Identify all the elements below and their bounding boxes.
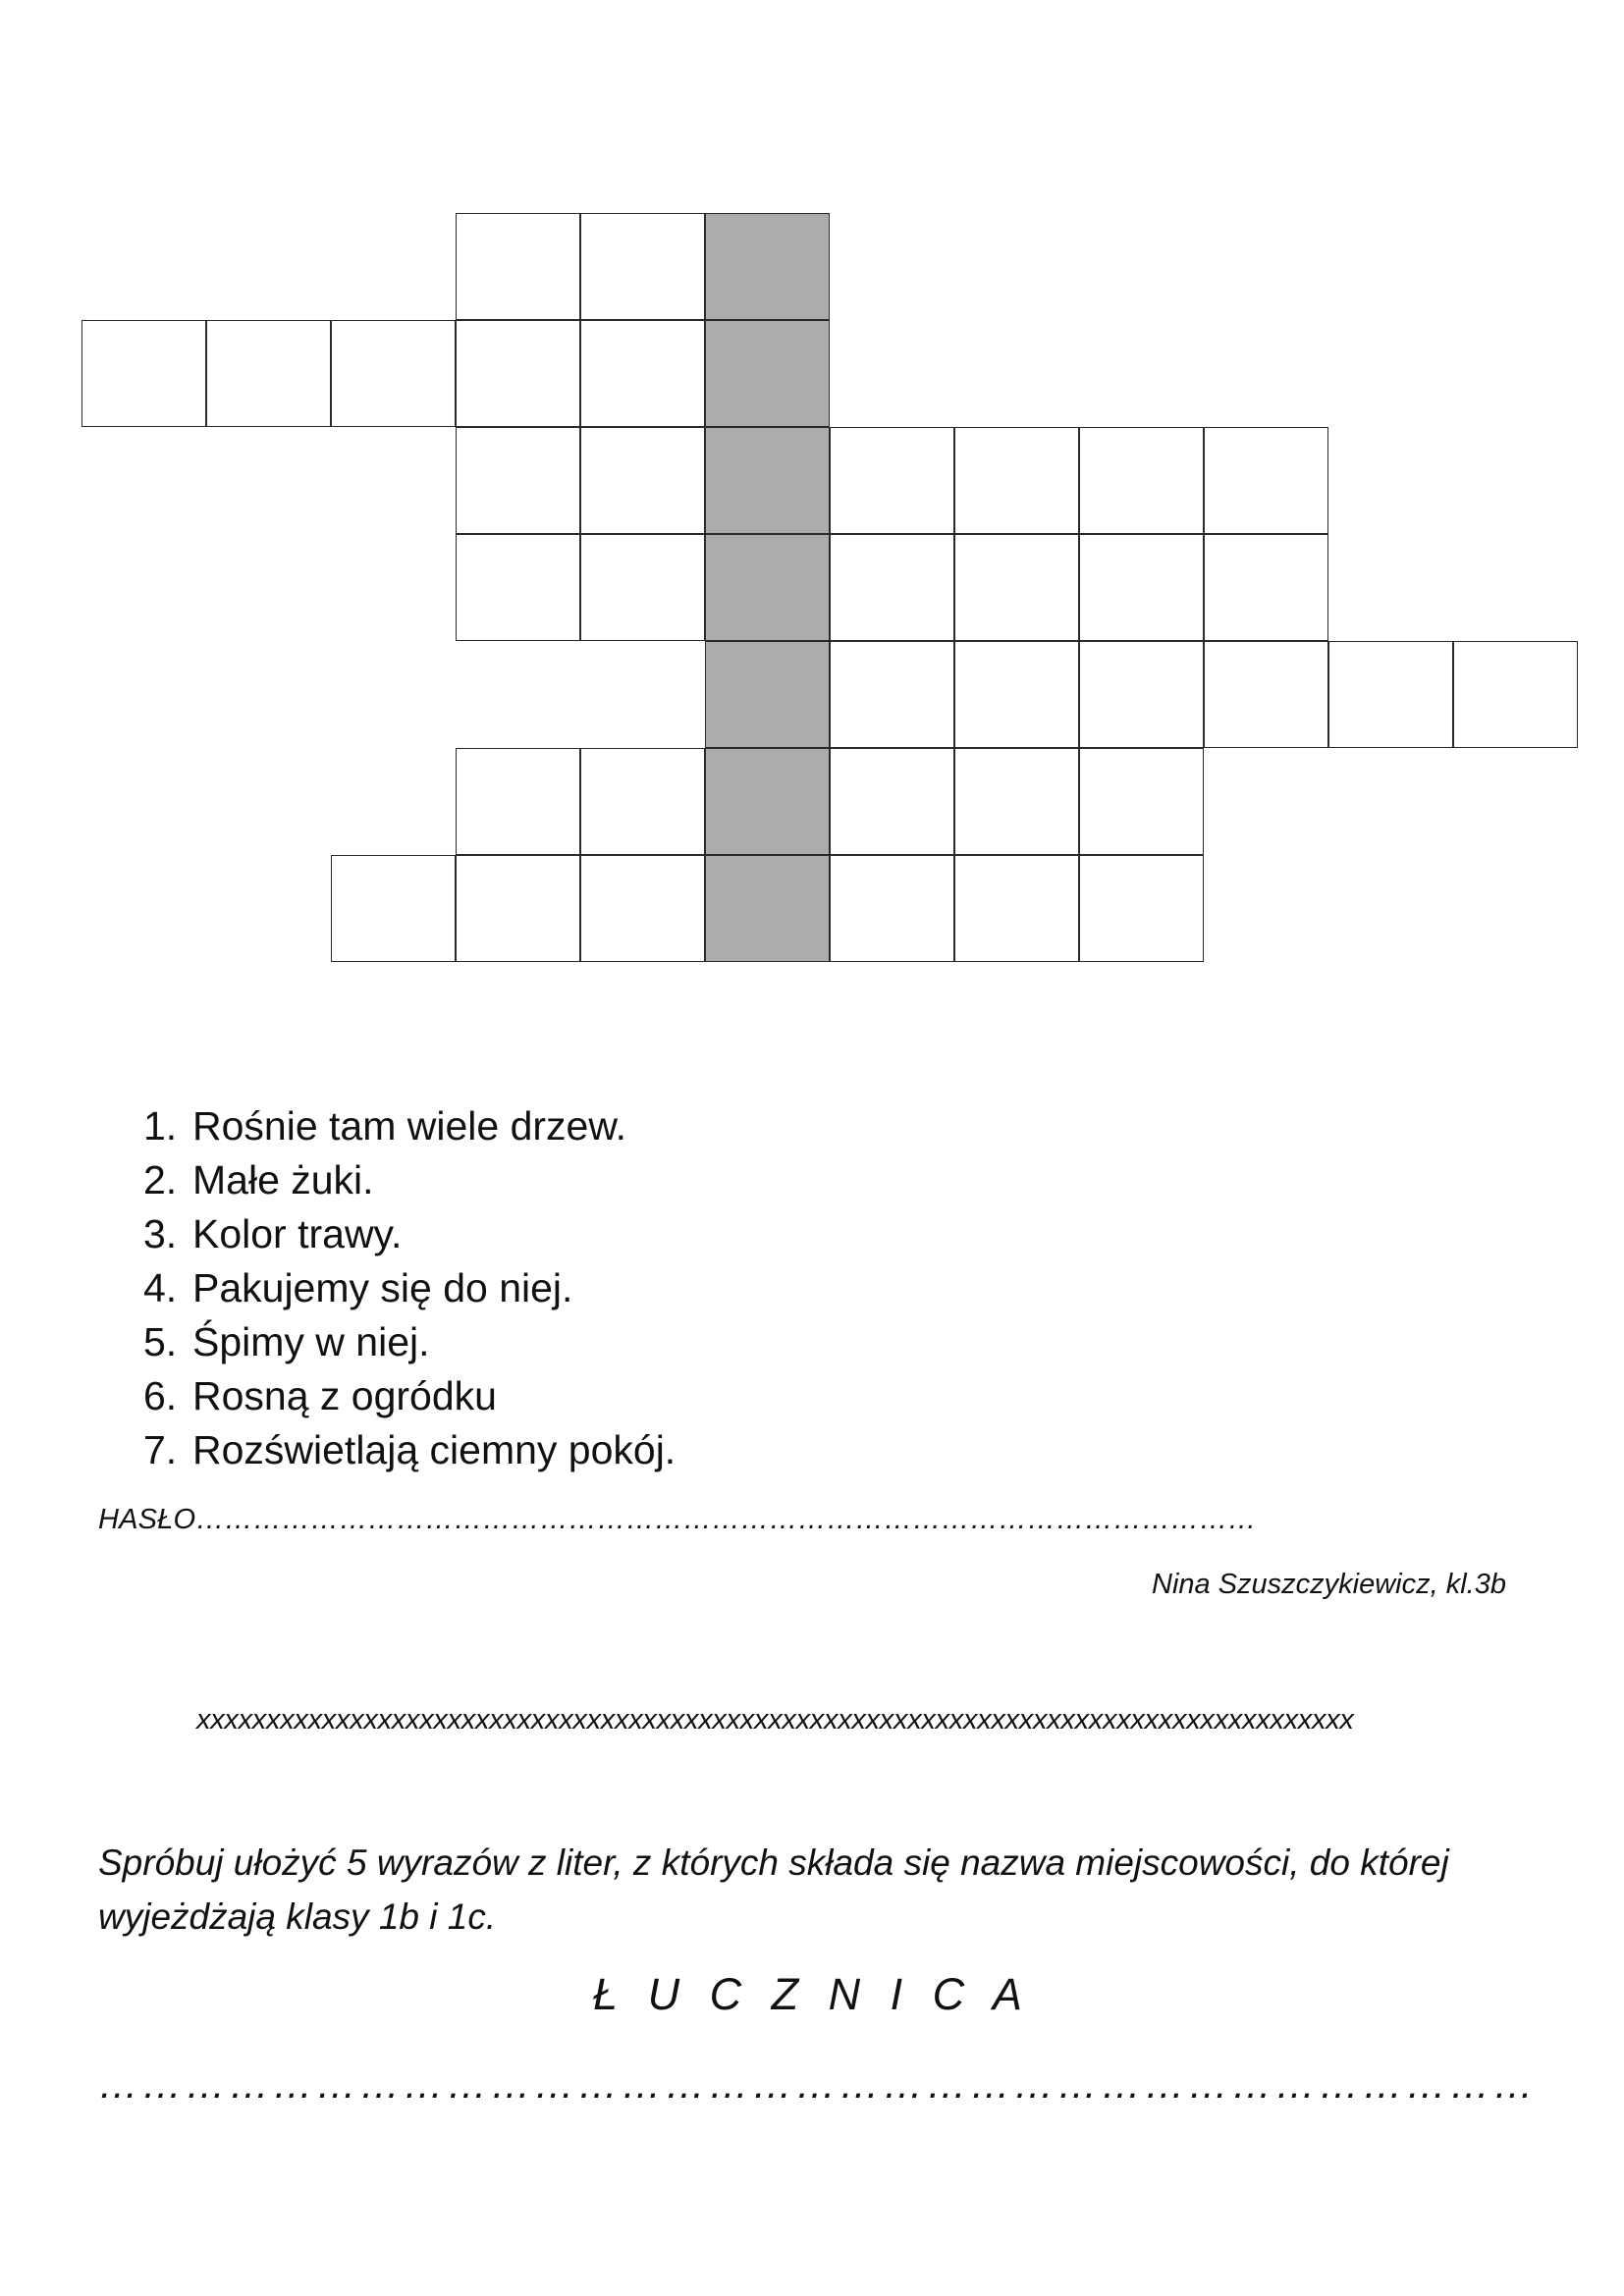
crossword-password-cell[interactable] xyxy=(705,855,830,962)
author-credit: Nina Szuszczykiewicz, kl.3b xyxy=(1152,1569,1506,1600)
clue-list xyxy=(143,1099,676,1477)
crossword-cell[interactable] xyxy=(580,213,705,320)
clue-item xyxy=(143,1099,676,1153)
crossword-cell[interactable] xyxy=(1204,534,1328,641)
crossword-cell[interactable] xyxy=(954,855,1079,962)
crossword-cell[interactable] xyxy=(830,748,954,855)
clue-item xyxy=(143,1261,676,1315)
crossword-cell[interactable] xyxy=(331,320,456,427)
crossword-cell[interactable] xyxy=(1328,641,1453,748)
crossword-cell[interactable] xyxy=(456,534,580,641)
town-name-letters: Ł U C Z N I C A xyxy=(593,1969,1031,2019)
clue-item xyxy=(143,1423,676,1477)
crossword-grid xyxy=(0,0,1624,982)
crossword-cell[interactable] xyxy=(954,534,1079,641)
clue-text: Rosną z ogródku xyxy=(192,1373,497,1418)
words-answer-line[interactable]: ……………………………………………………………………………………… xyxy=(98,2061,1538,2107)
crossword-cell[interactable] xyxy=(1453,641,1578,748)
crossword-cell[interactable] xyxy=(1079,855,1204,962)
crossword-cell[interactable] xyxy=(830,534,954,641)
clue-text: Rośnie tam wiele drzew. xyxy=(192,1103,627,1148)
clue-item xyxy=(143,1153,676,1207)
crossword-cell[interactable] xyxy=(331,855,456,962)
clue-text: Śpimy w niej. xyxy=(192,1319,430,1364)
crossword-cell[interactable] xyxy=(830,427,954,534)
crossword-cell[interactable] xyxy=(1079,534,1204,641)
crossword-cell[interactable] xyxy=(580,427,705,534)
crossword-password-cell[interactable] xyxy=(705,748,830,855)
crossword-cell[interactable] xyxy=(954,427,1079,534)
crossword-password-cell[interactable] xyxy=(705,213,830,320)
clue-item xyxy=(143,1369,676,1423)
section-separator: xxxxxxxxxxxxxxxxxxxxxxxxxxxxxxxxxxxxxxxxxxxxxxxxxxxxxxxxxxxxxxxxxxxxxxxxxxxxxxxxxxx xyxy=(196,1704,1354,1735)
clue-number: 7. xyxy=(143,1427,178,1472)
clue-number: 1. xyxy=(143,1103,178,1148)
crossword-cell[interactable] xyxy=(456,320,580,427)
crossword-password-cell[interactable] xyxy=(705,641,830,748)
clue-text: Kolor trawy. xyxy=(192,1211,403,1256)
crossword-cell[interactable] xyxy=(456,855,580,962)
crossword-cell[interactable] xyxy=(954,641,1079,748)
crossword-cell[interactable] xyxy=(456,213,580,320)
clue-text: Małe żuki. xyxy=(192,1157,374,1202)
crossword-cell[interactable] xyxy=(580,534,705,641)
crossword-cell[interactable] xyxy=(954,748,1079,855)
clue-number: 4. xyxy=(143,1265,178,1310)
crossword-cell[interactable] xyxy=(1079,641,1204,748)
crossword-cell[interactable] xyxy=(830,855,954,962)
clue-text: Rozświetlają ciemny pokój. xyxy=(192,1427,677,1472)
crossword-password-cell[interactable] xyxy=(705,427,830,534)
password-answer-line[interactable]: HASŁO………………………………………………………………………………………………… xyxy=(98,1504,1257,1535)
crossword-cell[interactable] xyxy=(830,641,954,748)
crossword-cell[interactable] xyxy=(580,855,705,962)
crossword-password-cell[interactable] xyxy=(705,320,830,427)
crossword-cell[interactable] xyxy=(456,427,580,534)
clue-number: 6. xyxy=(143,1373,178,1418)
clue-item xyxy=(143,1315,676,1369)
crossword-cell[interactable] xyxy=(1204,427,1328,534)
crossword-cell[interactable] xyxy=(81,320,206,427)
crossword-cell[interactable] xyxy=(456,748,580,855)
task-instructions: Spróbuj ułożyć 5 wyrazów z liter, z których składa się nazwa miejscowości, do której wyjeżdżają klasy 1b i 1c. xyxy=(98,1842,1449,1937)
clue-item xyxy=(143,1207,676,1261)
crossword-cell[interactable] xyxy=(1079,427,1204,534)
crossword-password-cell[interactable] xyxy=(705,534,830,641)
clue-number: 5. xyxy=(143,1319,178,1364)
crossword-cell[interactable] xyxy=(1204,641,1328,748)
clue-number: 3. xyxy=(143,1211,178,1256)
crossword-cell[interactable] xyxy=(1079,748,1204,855)
clue-number: 2. xyxy=(143,1157,178,1202)
clue-text: Pakujemy się do niej. xyxy=(192,1265,573,1310)
crossword-cell[interactable] xyxy=(580,320,705,427)
crossword-cell[interactable] xyxy=(580,748,705,855)
crossword-cell[interactable] xyxy=(206,320,331,427)
